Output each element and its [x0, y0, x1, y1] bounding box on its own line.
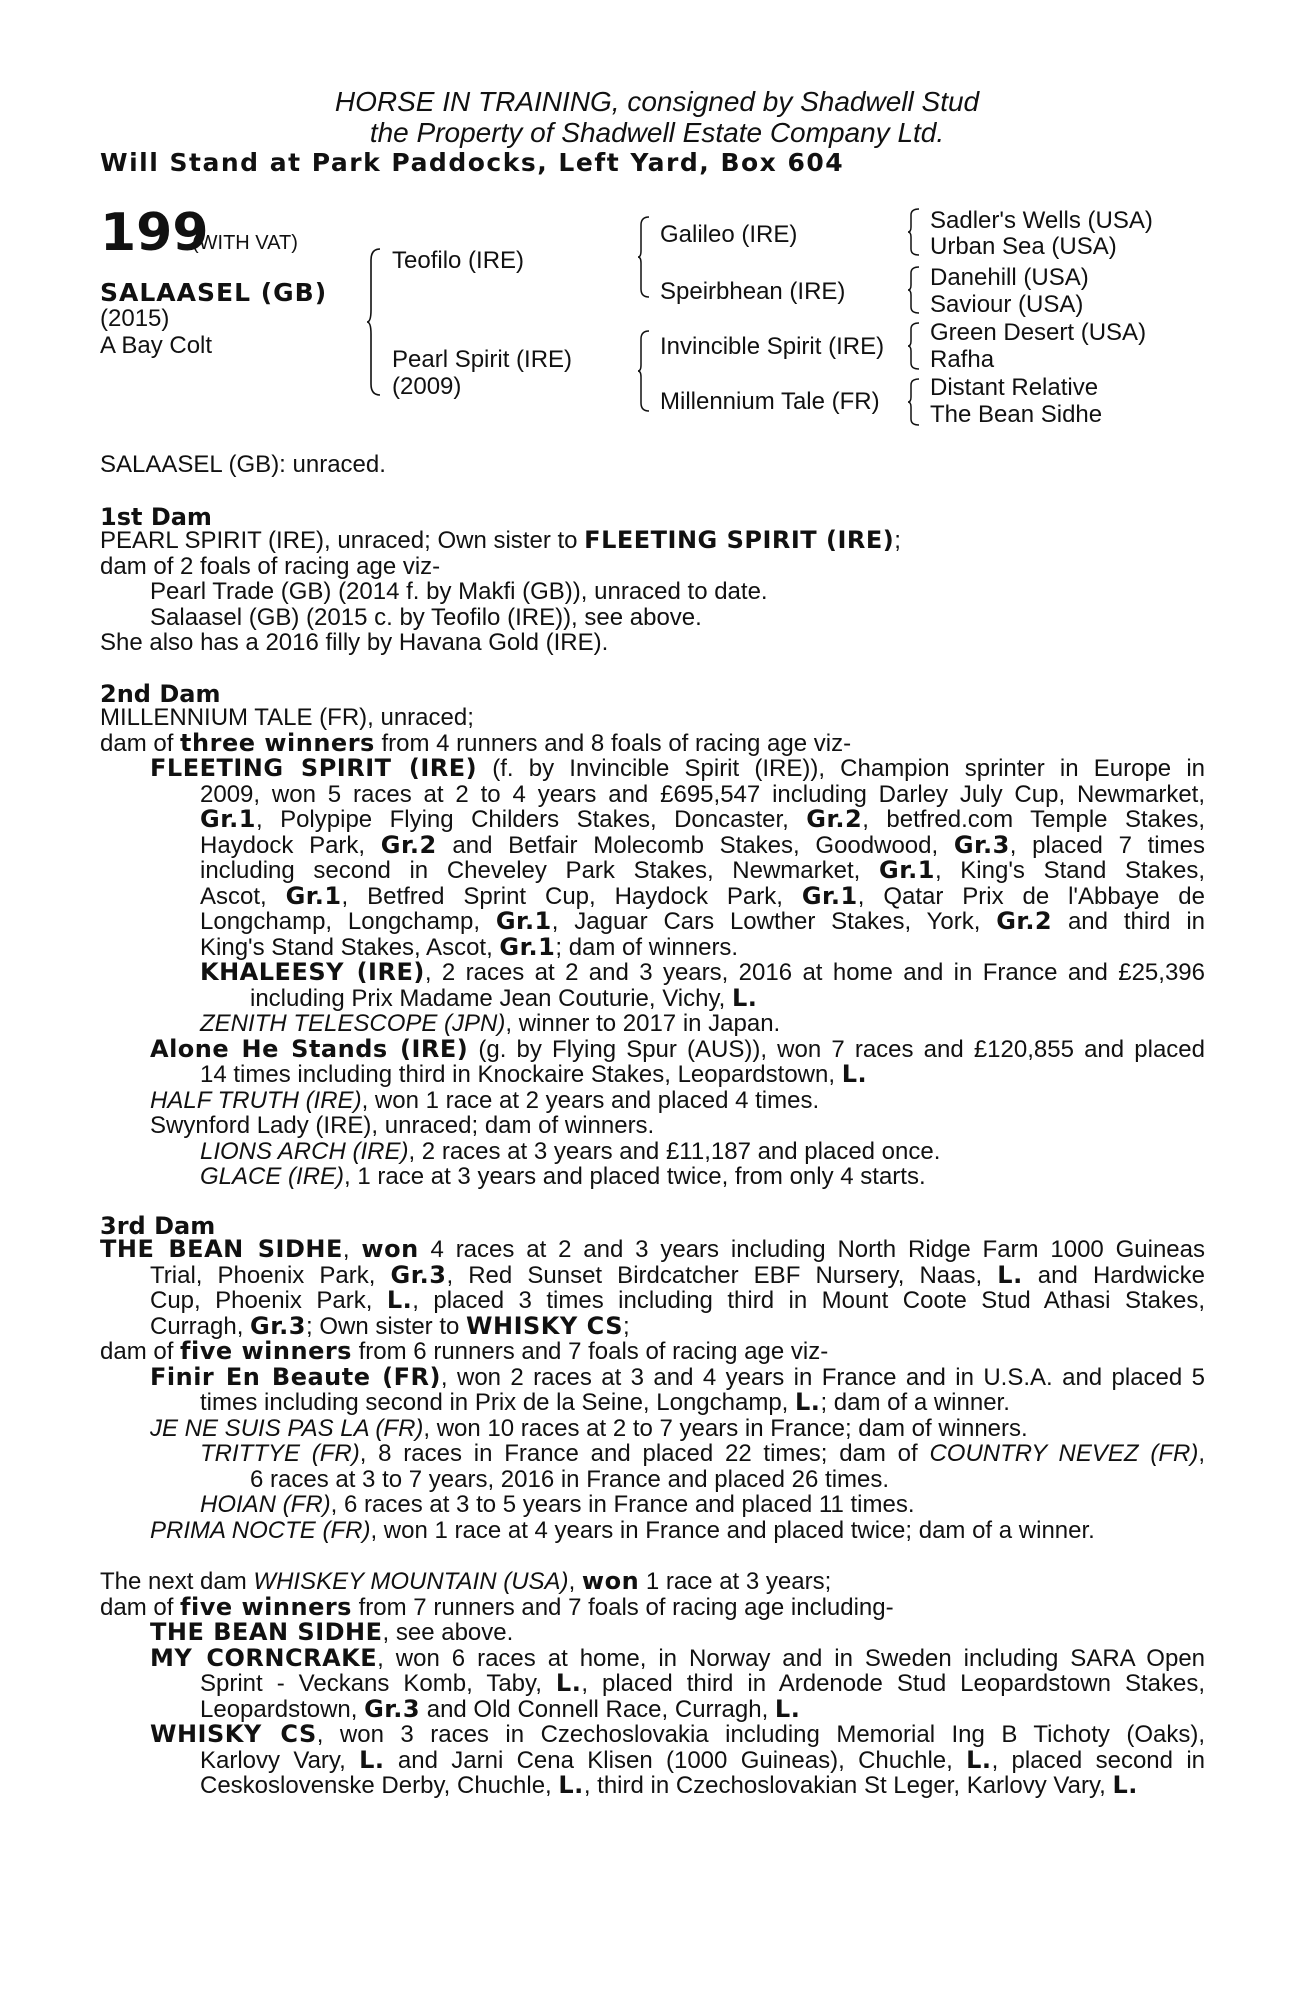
text: Karlovy Vary, — [200, 1746, 360, 1774]
pedigree-dam: Pearl Spirit (IRE) — [392, 346, 573, 373]
text: (g. by Flying Spur (AUS)), won 7 races and £120,855 and placed — [468, 1035, 1205, 1063]
progeny-line — [200, 858, 1205, 884]
grade: Gr.3 — [953, 830, 1010, 859]
progeny-name: WHISKY CS — [150, 1720, 317, 1748]
pedigree-gen3-3: Danehill (USA) — [930, 264, 1089, 291]
first-dam-heading: 1st Dam — [100, 503, 212, 531]
text: , placed 3 times including third in Mount Coote Stud Athasi Stakes, — [412, 1287, 1206, 1314]
grade: Gr.1 — [801, 881, 858, 910]
punct: , — [568, 1568, 582, 1595]
lot-vat: (WITH VAT) — [192, 232, 298, 254]
progeny-line — [200, 807, 1205, 833]
first-dam-name: PEARL SPIRIT (IRE), unraced; Own sister to — [100, 527, 585, 554]
pedigree-brace-sire — [637, 216, 651, 298]
text: Cup, Phoenix Park, — [150, 1287, 387, 1314]
text: Sprint - Veckans Komb, Taby, — [200, 1670, 556, 1697]
text: 4 races at 2 and 3 years including North Ridge Farm 1000 Guineas — [418, 1236, 1206, 1263]
text: won — [581, 1567, 640, 1595]
grade: L. — [997, 1260, 1023, 1289]
progeny-line — [200, 909, 1205, 935]
progeny-line — [150, 1620, 513, 1646]
progeny-line — [200, 1745, 1205, 1774]
progeny-line — [200, 1671, 1205, 1697]
progeny-line: Pearl Trade (GB) (2014 f. by Makfi (GB)), unraced to date. — [150, 578, 768, 605]
grade: Gr.1 — [879, 856, 935, 884]
text: and third in — [1052, 908, 1206, 935]
progeny-line — [150, 756, 1205, 782]
grade: Gr.2 — [806, 805, 863, 833]
progeny-line — [150, 1088, 819, 1114]
progeny-line — [150, 1722, 1205, 1748]
sister-name: FLEETING SPIRIT (IRE) — [584, 526, 895, 554]
text: , won 6 races at home, in Norway and in Sweden including SARA Open — [377, 1644, 1206, 1672]
progeny-line — [200, 932, 739, 961]
text: , won 3 races in Czechoslovakia including Memorial Ing B Tichoty (Oaks), — [316, 1721, 1206, 1748]
text: 14 times including third in Knockaire Stakes, Leopardstown, — [200, 1061, 842, 1088]
progeny-line: Salaasel (GB) (2015 c. by Teofilo (IRE)), see above. — [150, 603, 702, 631]
progeny-name: Alone He Stands (IRE) — [150, 1034, 469, 1063]
text: 1 race at 3 years; — [639, 1568, 832, 1595]
progeny-line — [200, 1062, 867, 1088]
text: and Old Connell Race, Curragh, — [420, 1695, 775, 1723]
pedigree-dam-dam: Millennium Tale (FR) — [660, 388, 880, 415]
grade: L. — [555, 1669, 582, 1697]
grade: L. — [841, 1060, 868, 1088]
grade: L. — [795, 1388, 821, 1416]
text: , betfred.com Temple Stakes, — [862, 806, 1206, 833]
progeny-line — [200, 1164, 926, 1190]
text: , 8 races in France and placed 22 times; dam of — [359, 1440, 930, 1467]
progeny-name: JE NE SUIS PAS LA (FR) — [150, 1414, 424, 1442]
text: Ceskoslovenske Derby, Chuchle, — [200, 1772, 559, 1799]
text: times including second in Prix de la Seine, Longchamp, — [200, 1389, 796, 1416]
punct: , — [1198, 1440, 1205, 1467]
pedigree-gen3-8: The Bean Sidhe — [930, 401, 1103, 428]
grade: L. — [774, 1694, 801, 1723]
header-location: Will Stand at Park Paddocks, Left Yard, Box 604 — [100, 148, 845, 177]
pedigree-gen3-2: Urban Sea (USA) — [930, 233, 1117, 260]
text: from 7 runners and 7 foals of racing age including- — [351, 1593, 894, 1621]
pedigree-brace-main — [366, 248, 382, 396]
pedigree-brace-g12 — [907, 208, 921, 256]
progeny-line — [150, 1416, 1028, 1442]
text: , 1 race at 3 years and placed twice, from only 4 starts. — [344, 1163, 926, 1190]
dam-name: THE BEAN SIDHE — [100, 1235, 343, 1263]
text: , 6 races at 3 to 5 years in France and placed 11 times. — [330, 1491, 915, 1518]
third-dam-line — [150, 1260, 1205, 1289]
first-dam-foals: dam of 2 foals of racing age viz- — [100, 552, 441, 580]
dam-name: WHISKEY MOUNTAIN (USA) — [253, 1568, 569, 1595]
header-property: the Property of Shadwell Estate Company Ltd. — [369, 117, 945, 148]
pedigree-gen3-4: Saviour (USA) — [930, 291, 1084, 318]
progeny-line — [150, 1362, 1206, 1391]
grade: Gr.1 — [285, 881, 342, 910]
grade: L. — [1112, 1771, 1138, 1799]
third-dam-line — [100, 1237, 1205, 1263]
progeny-name: Finir En Beaute (FR) — [150, 1362, 441, 1391]
progeny-line — [200, 1139, 940, 1165]
text: Trial, Phoenix Park, — [150, 1261, 391, 1289]
text: , placed third in Ardenode Stud Leopardstown Stakes, — [581, 1670, 1205, 1697]
text: dam of — [100, 1338, 181, 1365]
text: dam of — [100, 1593, 181, 1621]
punct: ; — [894, 527, 901, 554]
text: and Betfair Molecomb Stakes, Goodwood, — [436, 831, 954, 859]
progeny-name: PRIMA NOCTE (FR) — [150, 1516, 371, 1544]
text: and Jarni Cena Klisen (1000 Guineas), Chuchle, — [384, 1746, 967, 1774]
pedigree-dam-year: (2009) — [392, 373, 462, 400]
progeny-name: TRITTYE (FR) — [200, 1440, 360, 1467]
progeny-name: FLEETING SPIRIT (IRE) — [150, 754, 478, 782]
text: , won 1 race at 4 years in France and placed twice; dam of a winner. — [370, 1516, 1095, 1544]
text: The next dam — [100, 1568, 254, 1595]
grade: L. — [359, 1745, 385, 1774]
winners-count: five winners — [180, 1592, 352, 1621]
progeny-name: HOIAN (FR) — [200, 1491, 331, 1518]
grade: Gr.3 — [364, 1694, 421, 1723]
progeny-name: COUNTRY NEVEZ (FR) — [929, 1440, 1199, 1467]
text: , Qatar Prix de l'Abbaye de — [857, 882, 1206, 910]
lot-number: 199 — [100, 203, 209, 263]
progeny-name: KHALEESY (IRE) — [200, 958, 425, 986]
text: Longchamp, Longchamp, — [200, 908, 496, 935]
text: , won 1 race at 2 years and placed 4 times. — [361, 1086, 820, 1114]
text: won — [361, 1235, 419, 1263]
text: from 4 runners and 8 foals of racing age viz- — [374, 729, 852, 757]
pedigree-gen3-1: Sadler's Wells (USA) — [930, 207, 1153, 234]
text: , third in Czechoslovakian St Leger, Karlovy Vary, — [583, 1772, 1113, 1799]
text: , Betfred Sprint Cup, Haydock Park, — [341, 882, 802, 910]
text: ; dam of a winner. — [820, 1389, 1010, 1416]
second-dam-heading: 2nd Dam — [100, 680, 221, 708]
text: , 2 races at 3 years and £11,187 and placed once. — [408, 1137, 941, 1165]
text: and Hardwicke — [1022, 1261, 1205, 1289]
pedigree-brace-g34 — [907, 266, 921, 314]
text: , Red Sunset Birdcatcher EBF Nursery, Naas, — [446, 1261, 998, 1289]
pedigree-brace-g56 — [907, 322, 921, 370]
text: King's Stand Stakes, Ascot, — [200, 933, 500, 961]
progeny-line — [200, 1773, 1138, 1799]
first-dam-note: She also has a 2016 filly by Havana Gold (IRE). — [100, 629, 609, 656]
progeny-name: ZENITH TELESCOPE (JPN) — [200, 1010, 506, 1037]
pedigree-sire: Teofilo (IRE) — [392, 247, 525, 274]
text: , see above. — [382, 1619, 514, 1646]
horse-name: SALAASEL (GB) — [100, 278, 328, 307]
progeny-line — [200, 1492, 915, 1518]
progeny-line — [150, 1643, 1206, 1672]
progeny-line — [200, 881, 1206, 910]
text: , placed second in — [991, 1746, 1205, 1774]
text: , 2 races at 2 and 3 years, 2016 at home and in France and £25,396 — [424, 959, 1205, 986]
grade: L. — [386, 1286, 413, 1314]
grade: L. — [966, 1745, 992, 1774]
progeny-line — [200, 1694, 801, 1723]
progeny-line: Swynford Lady (IRE), unraced; dam of winners. — [150, 1112, 655, 1139]
grade: L. — [732, 983, 758, 1012]
third-dam-heading: 3rd Dam — [100, 1212, 216, 1240]
text: ; Own sister to — [305, 1312, 467, 1340]
text: Curragh, — [150, 1312, 251, 1340]
text: from 6 runners and 7 foals of racing age viz- — [351, 1338, 829, 1365]
progeny-line — [200, 960, 1205, 986]
horse-description: A Bay Colt — [100, 332, 213, 359]
progeny-line — [200, 830, 1205, 859]
text: dam of — [100, 729, 181, 757]
intro-text: SALAASEL (GB): unraced. — [100, 451, 386, 478]
third-dam-line — [150, 1311, 630, 1340]
pedigree-brace-dam — [637, 330, 651, 412]
punct: , — [342, 1236, 362, 1263]
grade: Gr.3 — [250, 1311, 306, 1340]
progeny-line — [250, 983, 758, 1012]
pedigree-gen3-6: Rafha — [930, 346, 995, 373]
text: , Polypipe Flying Childers Stakes, Doncaster, — [255, 806, 807, 833]
progeny-line: 2009, won 5 races at 2 to 4 years and £695,547 including Darley July Cup, Newmarket, — [200, 780, 1205, 808]
progeny-line — [200, 1441, 1205, 1467]
sister-name: WHISKY CS — [466, 1311, 623, 1340]
second-dam-name: MILLENNIUM TALE (FR), unraced; — [100, 704, 474, 731]
pedigree-brace-g78 — [907, 378, 921, 426]
text: including Prix Madame Jean Couturie, Vichy, — [250, 984, 733, 1012]
text: Haydock Park, — [200, 831, 381, 859]
progeny-line — [150, 1518, 1095, 1544]
text: ; dam of winners. — [555, 933, 739, 961]
pedigree-sire-sire: Galileo (IRE) — [660, 221, 798, 248]
header-consignor: HORSE IN TRAINING, consigned by Shadwell Stud — [334, 86, 980, 117]
progeny-line — [200, 1390, 1010, 1416]
winners-count: five winners — [180, 1337, 352, 1365]
grade: Gr.1 — [495, 907, 552, 935]
text: , placed 7 times — [1009, 831, 1205, 859]
progeny-line — [150, 1034, 1205, 1063]
pedigree-dam-sire: Invincible Spirit (IRE) — [660, 333, 885, 360]
text: , King's Stand Stakes, — [934, 857, 1206, 884]
text: Leopardstown, — [200, 1695, 365, 1723]
grade: Gr.3 — [390, 1260, 447, 1289]
progeny-name: GLACE (IRE) — [200, 1163, 345, 1190]
punct: ; — [622, 1312, 630, 1340]
text: , won 2 races at 3 and 4 years in France and in U.S.A. and placed 5 — [440, 1363, 1206, 1391]
next-dam-line — [100, 1569, 831, 1595]
pedigree-gen3-5: Green Desert (USA) — [930, 319, 1147, 346]
grade: Gr.1 — [499, 932, 556, 961]
text: (f. by Invincible Spirit (IRE)), Champion sprinter in Europe in — [477, 755, 1205, 782]
progeny-name: HALF TRUTH (IRE) — [150, 1086, 362, 1114]
progeny-line — [200, 1011, 780, 1037]
grade: Gr.1 — [200, 805, 256, 833]
text: , Jaguar Cars Lowther Stakes, York, — [551, 908, 997, 935]
grade: L. — [558, 1771, 584, 1799]
text: , winner to 2017 in Japan. — [505, 1010, 781, 1037]
progeny-line: 6 races at 3 to 7 years, 2016 in France and placed 26 times. — [250, 1465, 890, 1493]
third-dam-foals — [100, 1339, 828, 1365]
progeny-name: THE BEAN SIDHE — [150, 1618, 383, 1646]
text: , won 10 races at 2 to 7 years in France; dam of winners. — [423, 1414, 1028, 1442]
progeny-name: MY CORNCRAKE — [150, 1643, 378, 1672]
second-dam-foals — [100, 728, 852, 757]
text: including second in Cheveley Park Stakes, Newmarket, — [200, 857, 879, 884]
text: Ascot, — [200, 882, 286, 910]
winners-count: three winners — [180, 728, 375, 757]
grade: Gr.2 — [996, 907, 1053, 935]
first-dam-line — [100, 528, 901, 554]
pedigree-sire-dam: Speirbhean (IRE) — [660, 278, 846, 305]
pedigree-gen3-7: Distant Relative — [930, 374, 1099, 401]
progeny-name: LIONS ARCH (IRE) — [200, 1137, 409, 1165]
horse-year: (2015) — [100, 305, 170, 332]
next-dam-foals — [100, 1592, 894, 1621]
grade: Gr.2 — [380, 830, 437, 859]
third-dam-line — [150, 1288, 1205, 1314]
